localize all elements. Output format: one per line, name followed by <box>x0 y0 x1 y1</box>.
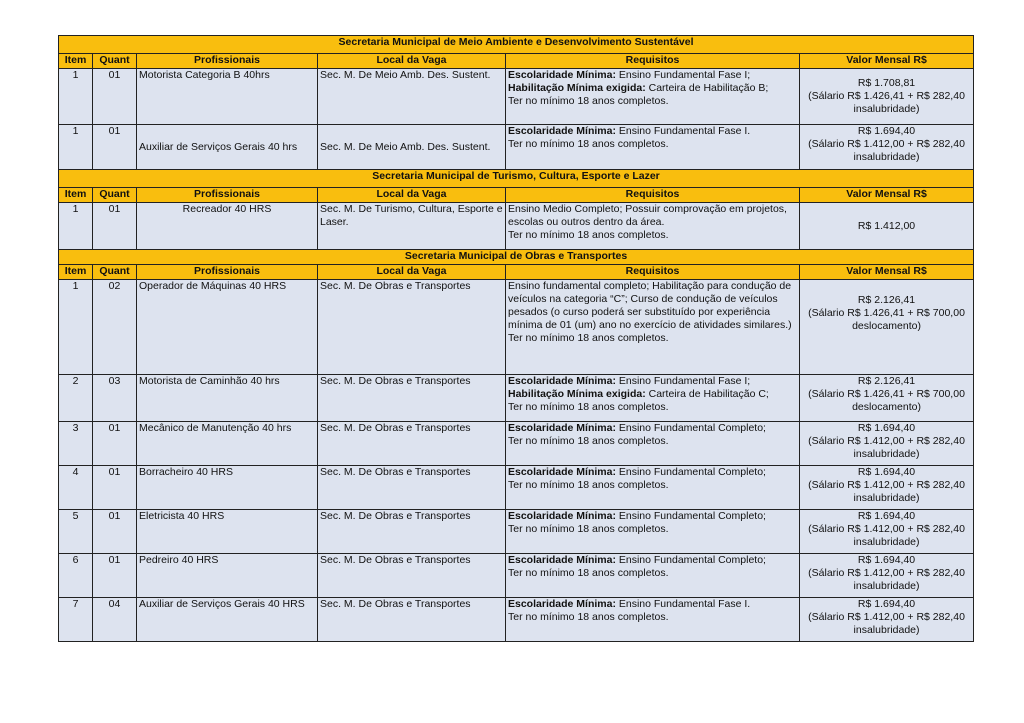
table-row <box>59 554 974 598</box>
requisito-label: Escolaridade Mínima: <box>508 422 616 434</box>
requisito-line <box>508 375 797 388</box>
local-cell: Sec. M. De Obras e Transportes <box>318 280 506 375</box>
requisito-line <box>508 280 797 332</box>
requisito-line <box>508 332 797 345</box>
requisito-text: Ter no mínimo 18 anos completos. <box>508 523 669 535</box>
requisito-text: Ter no mínimo 18 anos completos. <box>508 567 669 579</box>
requisito-line <box>508 554 797 567</box>
quant-cell: 01 <box>93 466 137 510</box>
valor-line: R$ 1.694,40 <box>857 510 916 522</box>
profissional-cell: Auxiliar de Serviços Gerais 40 HRS <box>137 598 318 642</box>
profissional-cell: Motorista de Caminhão 40 hrs <box>137 375 318 422</box>
requisito-label: Escolaridade Mínima: <box>508 69 616 81</box>
table-row <box>59 125 974 170</box>
requisito-text: Ter no mínimo 18 anos completos. <box>508 332 669 344</box>
requisito-text: Ensino Medio Completo; Possuir comprovação em projetos, escolas ou outros dentro da área. <box>508 203 787 228</box>
header-quant: Quant <box>93 188 137 203</box>
valor-cell <box>800 280 974 375</box>
profissional-cell: Auxiliar de Serviços Gerais 40 hrs <box>137 125 318 170</box>
header-quant: Quant <box>93 54 137 69</box>
valor-line: (Sálario R$ 1.426,41 + R$ 700,00 <box>808 307 965 319</box>
header-profissionais: Profissionais <box>137 188 318 203</box>
valor-line: R$ 1.694,40 <box>857 466 916 478</box>
header-requisitos: Requisitos <box>506 265 800 280</box>
valor-line: insalubridade) <box>853 103 920 115</box>
valor-line: (Sálario R$ 1.412,00 + R$ 282,40 <box>808 138 965 150</box>
requisito-line <box>508 435 797 448</box>
requisito-text: Carteira de Habilitação B; <box>645 82 769 94</box>
requisito-text: Ensino fundamental completo; Habilitação para condução de veículos na categoria “C”; Curso de condução de veículos pesados (o curso poderá ser substituído por experiência mínima de 01 (um) ano no exercício de atividades similares.) <box>508 280 792 331</box>
table-row <box>59 280 974 375</box>
requisito-text: Ensino Fundamental Completo; <box>615 510 766 522</box>
requisito-line <box>508 229 797 242</box>
requisito-text: Ter no mínimo 18 anos completos. <box>508 95 669 107</box>
quant-cell: 04 <box>93 598 137 642</box>
item-cell: 1 <box>59 203 93 250</box>
requisito-line <box>508 95 797 108</box>
table-row <box>59 422 974 466</box>
column-header-row <box>59 265 974 280</box>
profissional-cell: Motorista Categoria B 40hrs <box>137 69 318 125</box>
valor-line: insalubridade) <box>853 624 920 636</box>
table-row <box>59 69 974 125</box>
local-cell: Sec. M. De Obras e Transportes <box>318 510 506 554</box>
valor-line: (Sálario R$ 1.412,00 + R$ 282,40 <box>808 567 965 579</box>
valor-line: R$ 2.126,41 <box>857 294 916 306</box>
quant-cell: 01 <box>93 69 137 125</box>
requisito-label: Escolaridade Mínima: <box>508 554 616 566</box>
local-cell: Sec. M. De Obras e Transportes <box>318 554 506 598</box>
header-profissionais: Profissionais <box>137 54 318 69</box>
requisitos-cell <box>506 598 800 642</box>
requisito-line <box>508 69 797 82</box>
requisitos-cell <box>506 422 800 466</box>
quant-cell: 03 <box>93 375 137 422</box>
requisito-line <box>508 125 797 138</box>
valor-line: insalubridade) <box>853 448 920 460</box>
quant-cell: 01 <box>93 203 137 250</box>
requisito-line <box>508 479 797 492</box>
requisito-line <box>508 611 797 624</box>
requisito-line <box>508 138 797 151</box>
requisitos-cell <box>506 466 800 510</box>
requisito-text: Ensino Fundamental Fase I; <box>615 69 751 81</box>
header-valor: Valor Mensal R$ <box>800 265 974 280</box>
column-header-row <box>59 188 974 203</box>
requisito-line <box>508 510 797 523</box>
quant-cell: 02 <box>93 280 137 375</box>
section-title: Secretaria Municipal de Turismo, Cultura, Esporte e Lazer <box>59 170 974 188</box>
local-cell: Sec. M. De Obras e Transportes <box>318 375 506 422</box>
requisito-text: Ter no mínimo 18 anos completos. <box>508 401 669 413</box>
header-valor: Valor Mensal R$ <box>800 188 974 203</box>
quant-cell: 01 <box>93 125 137 170</box>
valor-cell <box>800 598 974 642</box>
section-title-row <box>59 250 974 265</box>
requisito-line <box>508 466 797 479</box>
valor-line: R$ 1.694,40 <box>857 598 916 610</box>
header-item: Item <box>59 188 93 203</box>
local-cell: Sec. M. De Obras e Transportes <box>318 598 506 642</box>
item-cell: 4 <box>59 466 93 510</box>
valor-line: insalubridade) <box>853 151 920 163</box>
requisito-label: Habilitação Mínima exigida: <box>508 82 646 94</box>
table-row <box>59 203 974 250</box>
valor-cell <box>800 69 974 125</box>
table-row <box>59 375 974 422</box>
section-title: Secretaria Municipal de Meio Ambiente e Desenvolvimento Sustentável <box>59 36 974 54</box>
requisito-label: Escolaridade Mínima: <box>508 598 616 610</box>
item-cell: 5 <box>59 510 93 554</box>
local-cell: Sec. M. De Meio Amb. Des. Sustent. <box>318 125 506 170</box>
requisito-text: Ter no mínimo 18 anos completos. <box>508 229 669 241</box>
profissional-cell: Recreador 40 HRS <box>137 203 318 250</box>
valor-line: (Sálario R$ 1.426,41 + R$ 282,40 <box>808 90 965 102</box>
requisito-line <box>508 523 797 536</box>
profissional-cell: Mecânico de Manutenção 40 hrs <box>137 422 318 466</box>
header-local: Local da Vaga <box>318 54 506 69</box>
requisito-text: Ensino Fundamental Fase I. <box>615 598 751 610</box>
local-cell: Sec. M. De Obras e Transportes <box>318 466 506 510</box>
valor-line: insalubridade) <box>853 492 920 504</box>
requisito-line <box>508 401 797 414</box>
profissional-cell: Borracheiro 40 HRS <box>137 466 318 510</box>
requisito-text: Ensino Fundamental Completo; <box>615 422 766 434</box>
valor-line: deslocamento) <box>852 401 921 413</box>
requisito-text: Ensino Fundamental Fase I. <box>615 125 751 137</box>
quant-cell: 01 <box>93 510 137 554</box>
requisito-label: Escolaridade Mínima: <box>508 375 616 387</box>
local-cell: Sec. M. De Obras e Transportes <box>318 422 506 466</box>
requisito-label: Habilitação Mínima exigida: <box>508 388 646 400</box>
item-cell: 2 <box>59 375 93 422</box>
valor-line: (Sálario R$ 1.412,00 + R$ 282,40 <box>808 611 965 623</box>
profissional-cell: Operador de Máquinas 40 HRS <box>137 280 318 375</box>
header-local: Local da Vaga <box>318 188 506 203</box>
valor-line: deslocamento) <box>852 320 921 332</box>
valor-line: R$ 1.694,40 <box>857 554 916 566</box>
valor-line: R$ 1.412,00 <box>857 219 916 232</box>
valor-cell <box>800 203 974 250</box>
requisito-line <box>508 82 797 95</box>
quant-cell: 01 <box>93 554 137 598</box>
valor-line: insalubridade) <box>853 536 920 548</box>
section-title-row <box>59 36 974 54</box>
requisito-text: Ter no mínimo 18 anos completos. <box>508 479 669 491</box>
requisito-text: Ter no mínimo 18 anos completos. <box>508 611 669 623</box>
requisito-line <box>508 567 797 580</box>
requisito-line <box>508 203 797 229</box>
requisito-line <box>508 598 797 611</box>
requisitos-cell <box>506 554 800 598</box>
header-requisitos: Requisitos <box>506 54 800 69</box>
requisito-label: Escolaridade Mínima: <box>508 510 616 522</box>
requisitos-cell <box>506 203 800 250</box>
requisito-label: Escolaridade Mínima: <box>508 125 616 137</box>
table-row <box>59 466 974 510</box>
requisito-text: Ter no mínimo 18 anos completos. <box>508 138 669 150</box>
requisito-line <box>508 422 797 435</box>
table-row <box>59 510 974 554</box>
requisito-text: Ter no mínimo 18 anos completos. <box>508 435 669 447</box>
header-item: Item <box>59 265 93 280</box>
requisito-line <box>508 388 797 401</box>
requisitos-cell <box>506 510 800 554</box>
section-title: Secretaria Municipal de Obras e Transportes <box>59 250 974 265</box>
requisito-text: Ensino Fundamental Completo; <box>615 554 766 566</box>
requisitos-cell <box>506 375 800 422</box>
section-title-row <box>59 170 974 188</box>
profissional-cell: Eletricista 40 HRS <box>137 510 318 554</box>
valor-cell <box>800 125 974 170</box>
vacancy-table <box>58 35 974 642</box>
profissional-cell: Pedreiro 40 HRS <box>137 554 318 598</box>
requisito-text: Ensino Fundamental Fase I; <box>615 375 751 387</box>
valor-line: (Sálario R$ 1.412,00 + R$ 282,40 <box>808 435 965 447</box>
quant-cell: 01 <box>93 422 137 466</box>
requisito-label: Escolaridade Mínima: <box>508 466 616 478</box>
header-local: Local da Vaga <box>318 265 506 280</box>
header-item: Item <box>59 54 93 69</box>
table-row <box>59 598 974 642</box>
valor-line: R$ 2.126,41 <box>857 375 916 387</box>
valor-line: (Sálario R$ 1.412,00 + R$ 282,40 <box>808 479 965 491</box>
header-requisitos: Requisitos <box>506 188 800 203</box>
requisito-text: Carteira de Habilitação C; <box>645 388 769 400</box>
valor-line: R$ 1.708,81 <box>857 77 916 89</box>
item-cell: 1 <box>59 280 93 375</box>
item-cell: 3 <box>59 422 93 466</box>
valor-cell <box>800 422 974 466</box>
header-profissionais: Profissionais <box>137 265 318 280</box>
valor-line: R$ 1.694,40 <box>857 125 916 137</box>
requisitos-cell <box>506 125 800 170</box>
item-cell: 7 <box>59 598 93 642</box>
valor-cell <box>800 375 974 422</box>
valor-cell <box>800 466 974 510</box>
valor-cell <box>800 554 974 598</box>
valor-line: insalubridade) <box>853 580 920 592</box>
item-cell: 6 <box>59 554 93 598</box>
requisito-text: Ensino Fundamental Completo; <box>615 466 766 478</box>
column-header-row <box>59 54 974 69</box>
local-cell: Sec. M. De Turismo, Cultura, Esporte e Laser. <box>318 203 506 250</box>
valor-line: R$ 1.694,40 <box>857 422 916 434</box>
item-cell: 1 <box>59 125 93 170</box>
requisitos-cell <box>506 280 800 375</box>
valor-line: (Sálario R$ 1.426,41 + R$ 700,00 <box>808 388 965 400</box>
local-cell: Sec. M. De Meio Amb. Des. Sustent. <box>318 69 506 125</box>
header-valor: Valor Mensal R$ <box>800 54 974 69</box>
item-cell: 1 <box>59 69 93 125</box>
requisitos-cell <box>506 69 800 125</box>
valor-cell <box>800 510 974 554</box>
valor-line: (Sálario R$ 1.412,00 + R$ 282,40 <box>808 523 965 535</box>
header-quant: Quant <box>93 265 137 280</box>
